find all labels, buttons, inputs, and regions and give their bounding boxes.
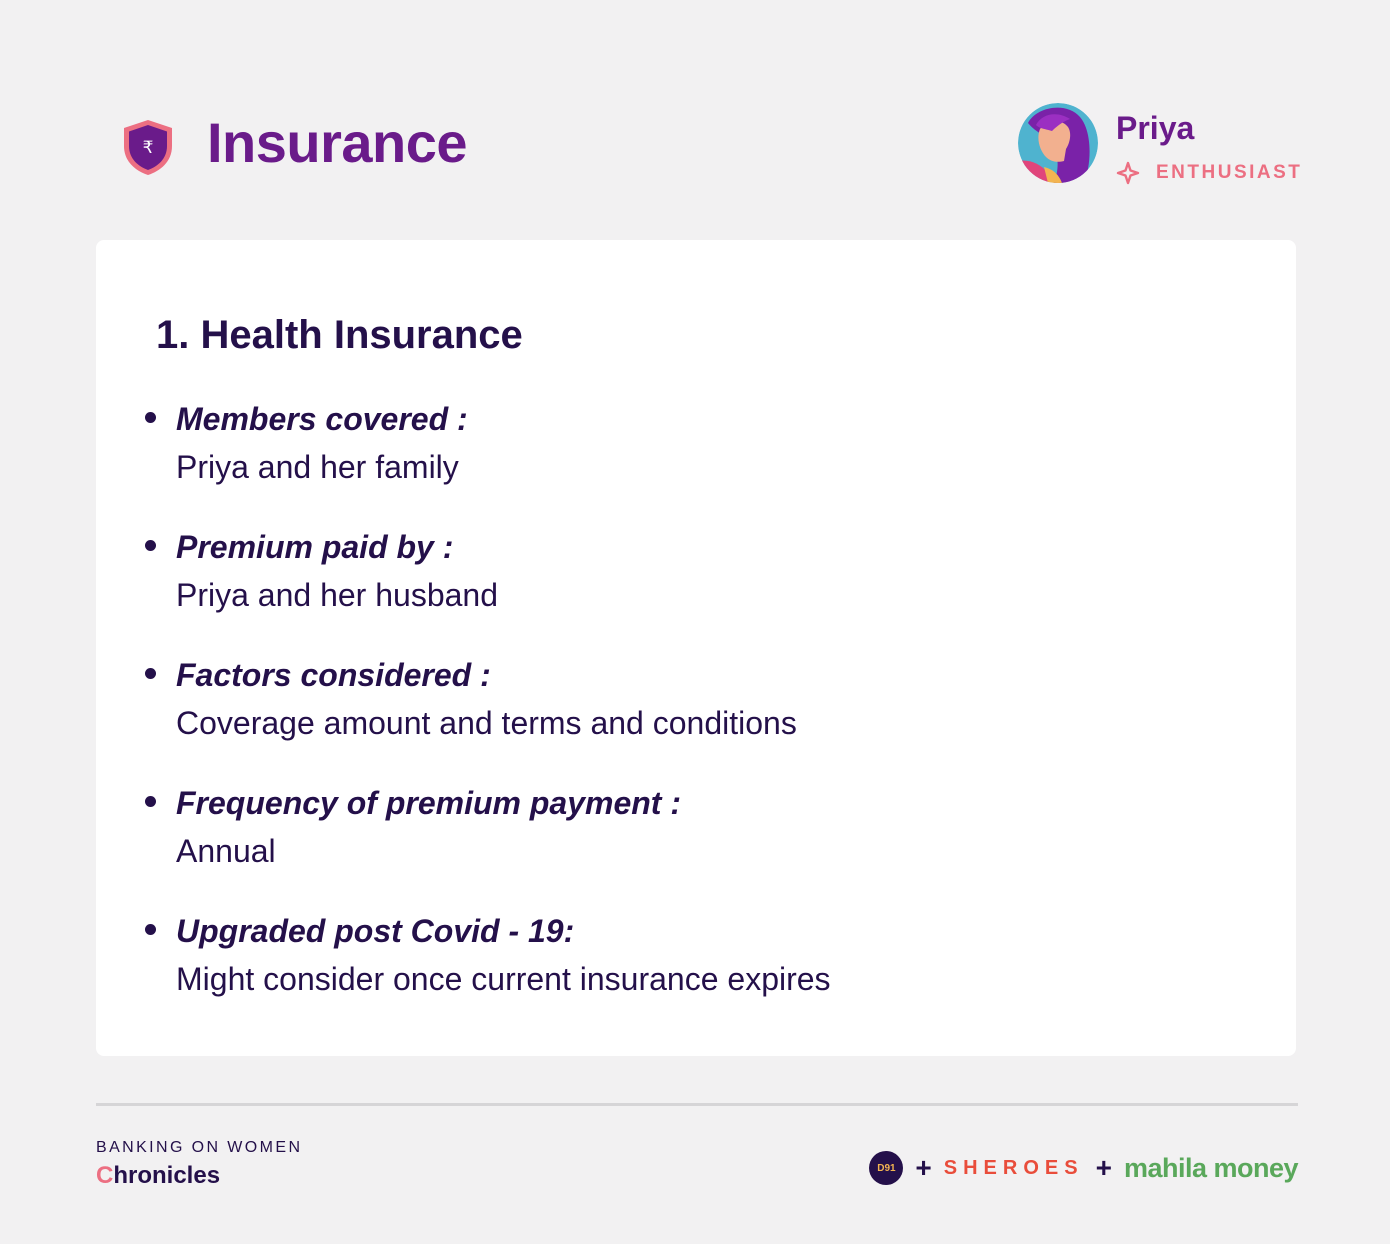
detail-list — [96, 398, 1296, 1038]
brand-tagline: BANKING ON WOMEN — [96, 1139, 303, 1156]
user-name: Priya — [1116, 110, 1195, 146]
plus-separator: + — [915, 1152, 932, 1183]
brand-name-initial: C — [96, 1162, 114, 1189]
list-item — [96, 782, 1296, 910]
sheroes-logo: SHEROES — [943, 1156, 1084, 1179]
mahila-money-logo: mahila money — [1123, 1152, 1298, 1183]
partner-logos — [869, 1150, 1298, 1186]
list-item — [96, 398, 1296, 526]
item-value: Annual — [176, 833, 276, 869]
page-title: Insurance — [207, 111, 468, 174]
bullet-icon — [145, 796, 156, 807]
page-header — [0, 0, 1390, 240]
user-role-label: ENTHUSIAST — [1156, 162, 1303, 183]
list-item — [96, 526, 1296, 654]
item-label: Members covered : — [176, 401, 468, 437]
item-value: Priya and her husband — [176, 577, 498, 613]
plus-separator: + — [1095, 1152, 1112, 1183]
item-value: Coverage amount and terms and conditions — [176, 705, 797, 741]
d91-logo: D91 — [869, 1151, 903, 1185]
item-label: Premium paid by : — [176, 529, 454, 565]
sparkle-icon — [1116, 161, 1140, 185]
bullet-icon — [145, 412, 156, 423]
section-title: 1. Health Insurance — [156, 313, 523, 357]
shield-rupee-icon — [122, 118, 174, 176]
item-label: Frequency of premium payment : — [176, 785, 681, 821]
footer-divider — [96, 1103, 1298, 1106]
item-value: Priya and her family — [176, 449, 459, 485]
bullet-icon — [145, 924, 156, 935]
svg-text:₹: ₹ — [142, 138, 154, 158]
item-label: Upgraded post Covid - 19: — [176, 913, 575, 949]
bullet-icon — [145, 668, 156, 679]
list-item — [96, 654, 1296, 782]
bullet-icon — [145, 540, 156, 551]
avatar — [1018, 103, 1098, 183]
brand-name — [96, 1160, 220, 1192]
item-value: Might consider once current insurance expires — [176, 961, 831, 997]
content-card — [96, 240, 1296, 1056]
brand-name-rest: hronicles — [113, 1162, 221, 1189]
item-label: Factors considered : — [176, 657, 491, 693]
user-role-badge — [1116, 160, 1302, 186]
list-item — [96, 910, 1296, 1038]
